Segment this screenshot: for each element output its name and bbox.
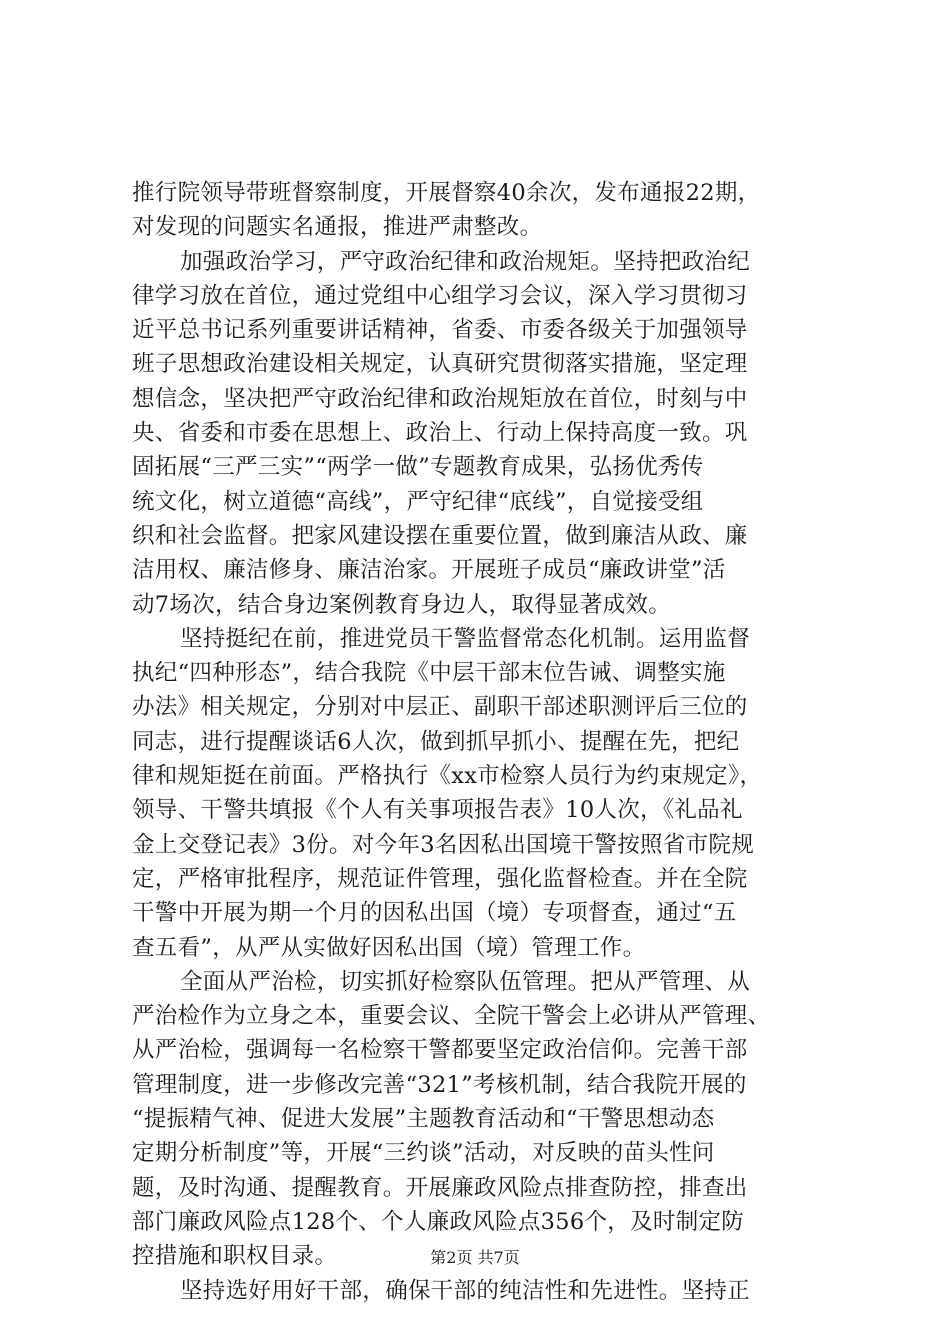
text-line: 动7场次，结合身边案例教育身边人，取得显著成效。 <box>132 591 672 618</box>
text-line: 管理制度，进一步修改完善“321”考核机制，结合我院开展的 <box>132 1071 747 1098</box>
text-line: 查五看”，从严从实做好因私出国（境）管理工作。 <box>132 934 646 961</box>
text-line: 固拓展“三严三实”“两学一做”专题教育成果，弘扬优秀传 <box>132 454 704 481</box>
text-line: 统文化，树立道德“高线”，严守纪律“底线”，自觉接受组 <box>132 488 704 515</box>
text-line: 严治检作为立身之本，重要会议、全院干警会上必讲从严管理、 <box>132 1003 771 1030</box>
document-body <box>132 176 832 1308</box>
text-line: 定，严格审批程序，规范证件管理，强化监督检查。并在全院 <box>132 865 748 892</box>
text-line: 金上交登记表》3份。对今年3名因私出国境干警按照省市院规 <box>132 831 755 858</box>
text-line: 干警中开展为期一个月的因私出国（境）专项督查，通过“五 <box>132 900 737 927</box>
text-line: 控措施和职权目录。 <box>132 1243 338 1270</box>
text-line: 题，及时沟通、提醒教育。开展廉政风险点排查防控，排查出 <box>132 1174 748 1201</box>
text-line: 对发现的问题实名通报，推进严肃整改。 <box>132 214 543 241</box>
text-line: 从严治检，强调每一名检察干警都要坚定政治信仰。完善干部 <box>132 1037 748 1064</box>
text-line: 织和社会监督。把家风建设摆在重要位置，做到廉洁从政、廉 <box>132 522 748 549</box>
paragraph-start-line: 坚持选好用好干部，确保干部的纯洁性和先进性。坚持正 <box>180 1277 751 1304</box>
page-footer <box>0 1245 950 1268</box>
text-line: 部门廉政风险点128个、个人廉政风险点356个，及时制定防 <box>132 1208 745 1235</box>
text-line: 律学习放在首位，通过党组中心组学习会议，深入学习贯彻习 <box>132 282 748 309</box>
text-line: 近平总书记系列重要讲话精神，省委、市委各级关于加强领导 <box>132 317 748 344</box>
text-line: 推行院领导带班督察制度，开展督察40余次，发布通报22期， <box>132 180 761 206</box>
text-line: 洁用权、廉洁修身、廉洁治家。开展班子成员“廉政讲堂”活 <box>132 557 726 584</box>
page-number-label: 第2页 共7页 <box>430 1248 520 1267</box>
paragraph-start-line: 坚持挺纪在前，推进党员干警监督常态化机制。运用监督 <box>180 625 751 652</box>
text-line: 律和规矩挺在前面。严格执行《xx市检察人员行为约束规定》， <box>132 763 763 790</box>
text-line: 同志，进行提醒谈话6人次，做到抓早抓小、提醒在先，把纪 <box>132 728 740 755</box>
paragraph-start-line: 全面从严治检，切实抓好检察队伍管理。把从严管理、从 <box>180 968 751 995</box>
paragraph-start-line: 加强政治学习，严守政治纪律和政治规矩。坚持把政治纪 <box>180 248 751 275</box>
text-line: “提振精气神、促进大发展”主题教育活动和“干警思想动态 <box>132 1106 715 1133</box>
text-line: 定期分析制度”等，开展“三约谈”活动，对反映的苗头性问 <box>132 1140 715 1167</box>
text-line: 领导、干警共填报《个人有关事项报告表》10人次，《礼品礼 <box>132 797 743 824</box>
text-line: 执纪“四种形态”，结合我院《中层干部末位告诫、调整实施 <box>132 660 726 687</box>
text-line: 办法》相关规定，分别对中层正、副职干部述职测评后三位的 <box>132 694 748 721</box>
text-line: 班子思想政治建设相关规定，认真研究贯彻落实措施，坚定理 <box>132 351 748 378</box>
text-line: 央、省委和市委在思想上、政治上、行动上保持高度一致。巩 <box>132 420 748 447</box>
text-line: 想信念，坚决把严守政治纪律和政治规矩放在首位，时刻与中 <box>132 385 748 412</box>
